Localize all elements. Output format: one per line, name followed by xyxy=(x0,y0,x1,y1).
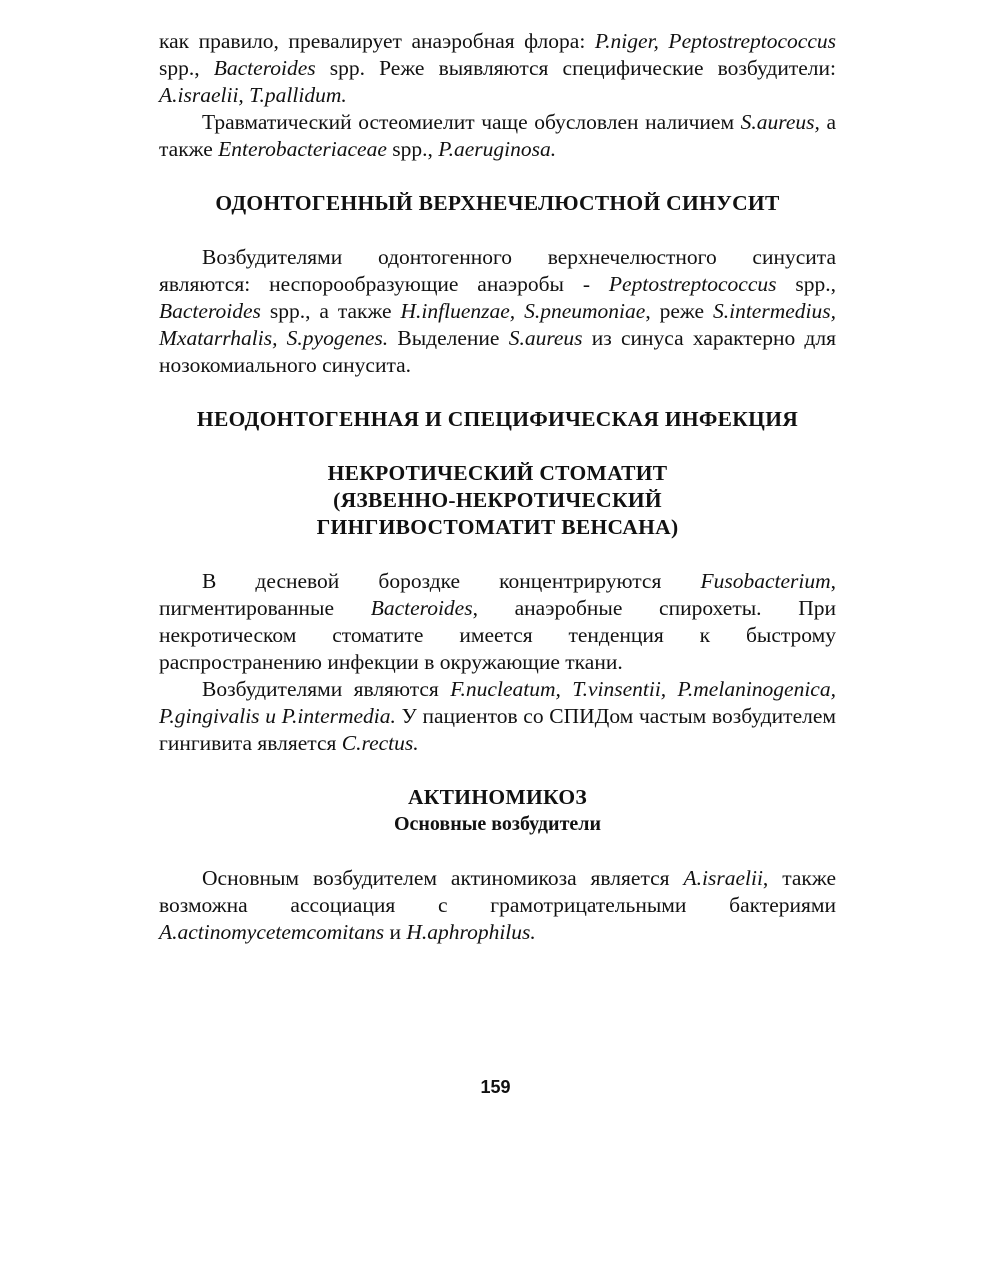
text-run: Травматический остеомиелит чаще обусловлен наличием xyxy=(202,110,741,134)
species-name: S.aureus, xyxy=(740,110,820,134)
subheading-main-pathogens: Основные возбудители xyxy=(393,813,602,835)
text-run: spp., xyxy=(776,272,836,296)
text-run: У пациентов со СПИДом частым возбудителем гингивита является xyxy=(159,704,836,755)
text-run: , анаэробные спирохеты. При некротическом стоматите имеется тенденция к быстрому распространению инфекции в окружающие ткани. xyxy=(159,596,836,674)
species-name: Peptostreptococcus xyxy=(608,272,777,296)
text-run: из синуса характерно для нозокомиального синусита. xyxy=(159,326,836,377)
species-name: A.israelii, T.pallidum. xyxy=(159,83,347,107)
paragraph-osteomyelitis-flora xyxy=(159,28,836,109)
species-name: Fusobacterium xyxy=(700,569,831,593)
text-run: а также xyxy=(159,110,837,161)
heading-necrotic-stomatitis-line2: (ЯЗВЕННО-НЕКРОТИЧЕСКИЙ xyxy=(333,488,662,512)
heading-necrotic-stomatitis-line1: НЕКРОТИЧЕСКИЙ СТОМАТИТ xyxy=(327,461,668,485)
heading-actinomycosis: АКТИНОМИКОЗ xyxy=(407,785,588,809)
species-name: C.rectus. xyxy=(341,731,419,755)
text-run: spp., xyxy=(159,56,214,80)
paragraph-gingival-flora xyxy=(159,568,836,676)
text-run: Возбудителями являются xyxy=(202,677,451,701)
text-run: spp., xyxy=(386,137,439,161)
text-run: , также возможна ассоциация с грамотрицательными бактериями xyxy=(159,866,836,917)
page-number: 159 xyxy=(480,1077,511,1097)
paragraph-sinusitis-pathogens xyxy=(159,244,836,379)
heading-nonodontogenic-infection: НЕОДОНТОГЕННАЯ И СПЕЦИФИЧЕСКАЯ ИНФЕКЦИЯ xyxy=(196,407,799,431)
text-run: , пигментированные xyxy=(159,569,836,620)
species-name: Bacteroides xyxy=(213,56,316,80)
text-run: Возбудителями одонтогенного верхнечелюстного синусита являются: неспорообразующие анаэробы - xyxy=(159,245,836,296)
text-run: Выделение xyxy=(388,326,509,350)
text-run: как правило, превалирует анаэробная флора: xyxy=(159,29,595,53)
species-name: H.aphrophilus. xyxy=(406,920,536,944)
text-run: spp. Реже выявляются специфические возбудители: xyxy=(315,56,836,80)
heading-odontogenic-sinusitis: ОДОНТОГЕННЫЙ ВЕРХНЕЧЕЛЮСТНОЙ СИНУСИТ xyxy=(215,191,780,215)
text-run: , реже xyxy=(645,299,713,323)
page-content xyxy=(159,28,836,946)
species-name: H.influenzae, S.pneumoniae xyxy=(400,299,646,323)
species-name: P.aeruginosa. xyxy=(438,137,557,161)
species-name: P.niger, Peptostreptococcus xyxy=(594,29,837,53)
species-name: Enterobacteriaceae xyxy=(218,137,387,161)
text-run: Основным возбудителем актиномикоза является xyxy=(202,866,684,890)
text-run: В десневой бороздке концентрируются xyxy=(202,569,701,593)
species-name: F.nucleatum, T.vinsentii, P.melaninogenica, P.gingivalis и P.intermedia. xyxy=(159,677,836,728)
paragraph-actinomycosis-pathogens xyxy=(159,865,836,946)
species-name: Bacteroides xyxy=(370,596,473,620)
text-run: spp., а также xyxy=(260,299,401,323)
heading-necrotic-stomatitis-line3: ГИНГИВОСТОМАТИТ ВЕНСАНА) xyxy=(316,515,679,539)
text-run: и xyxy=(384,920,407,944)
species-name: S.aureus xyxy=(508,326,583,350)
paragraph-traumatic-osteomyelitis xyxy=(159,109,836,163)
species-name: A.israelii xyxy=(683,866,763,890)
species-name: S.intermedius, Mxatarrhalis, S.pyogenes. xyxy=(159,299,836,350)
paragraph-stomatitis-pathogens xyxy=(159,676,836,757)
species-name: Bacteroides xyxy=(159,299,261,323)
species-name: A.actinomycetemcomitans xyxy=(159,920,385,944)
